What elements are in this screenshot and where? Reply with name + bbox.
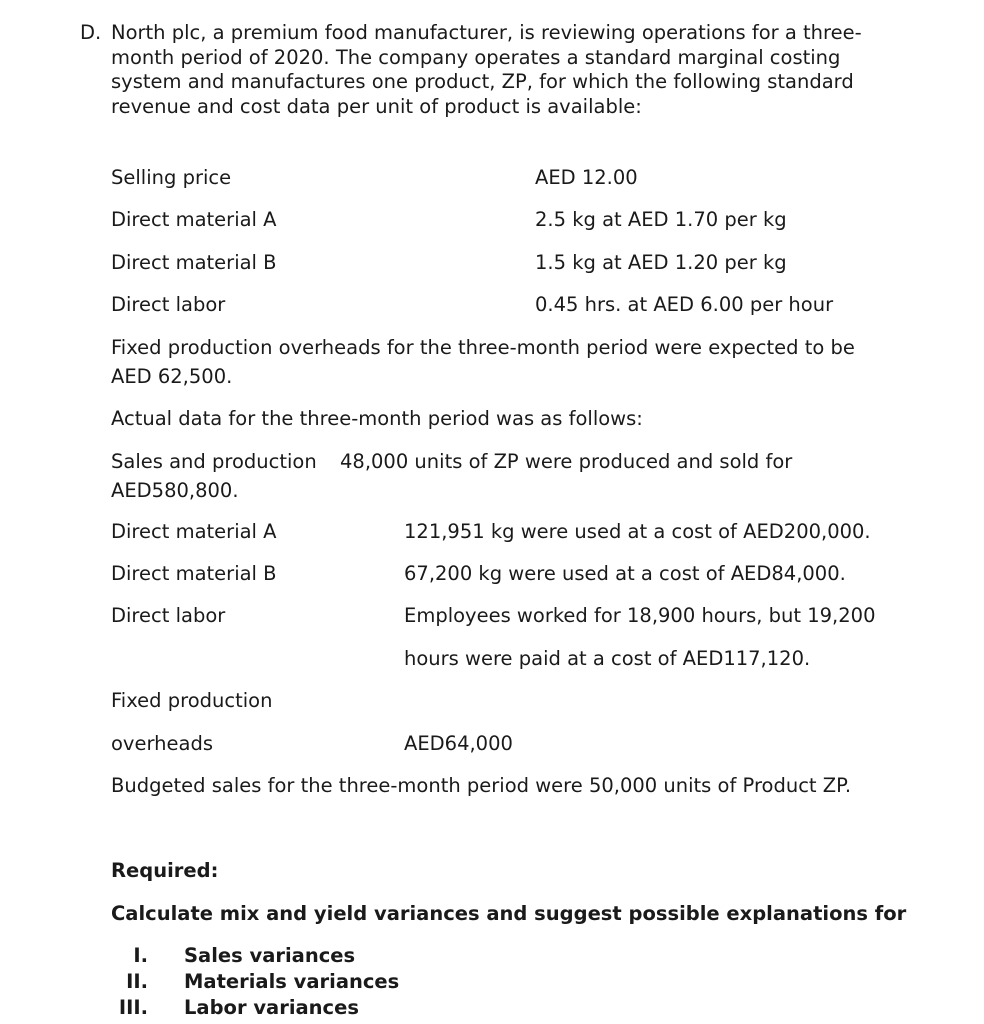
sales-production-amount: AED580,800. xyxy=(111,479,239,502)
standard-value: 0.45 hrs. at AED 6.00 per hour xyxy=(535,293,834,316)
list-item-text: Labor variances xyxy=(184,996,359,1019)
actual-label: Direct labor xyxy=(111,604,226,627)
actual-intro: Actual data for the three-month period was as follows: xyxy=(111,407,643,430)
sales-production-label: Sales and production xyxy=(111,450,317,473)
actual-value: 67,200 kg were used at a cost of AED84,000. xyxy=(404,562,846,585)
question-label: D. xyxy=(80,21,102,44)
sales-production-text: 48,000 units of ZP were produced and sold for xyxy=(340,450,793,473)
standard-value: 2.5 kg at AED 1.70 per kg xyxy=(535,208,787,231)
list-item-text: Materials variances xyxy=(184,970,400,993)
actual-value: Employees worked for 18,900 hours, but 19,200 xyxy=(404,604,876,627)
list-item-number: III. xyxy=(118,996,148,1019)
fixed-overheads-amount: AED 62,500. xyxy=(111,365,233,388)
budgeted-sales: Budgeted sales for the three-month period were 50,000 units of Product ZP. xyxy=(111,774,852,797)
list-item-text: Sales variances xyxy=(184,944,356,967)
actual-label: Direct material A xyxy=(111,520,277,543)
actual-value: 121,951 kg were used at a cost of AED200,000. xyxy=(404,520,871,543)
standard-label: Direct material A xyxy=(111,208,277,231)
standard-label: Selling price xyxy=(111,166,232,189)
question-intro: North plc, a premium food manufacturer, is reviewing operations for a three-month period of 2020. The company operates a standard marginal costing system and manufactures one product, ZP, for which the following standard revenue and cost data per unit of product is available: xyxy=(111,21,862,118)
fixed-overheads-text: Fixed production overheads for the three-month period were expected to be xyxy=(111,336,855,359)
fixed-actual-label: Fixed production xyxy=(111,689,273,712)
required-instruction: Calculate mix and yield variances and suggest possible explanations for xyxy=(111,902,907,925)
fixed-actual-value: AED64,000 xyxy=(404,732,513,755)
actual-label: Direct material B xyxy=(111,562,277,585)
standard-label: Direct material B xyxy=(111,251,277,274)
standard-value: 1.5 kg at AED 1.20 per kg xyxy=(535,251,787,274)
list-item-number: II. xyxy=(126,970,148,993)
list-item-number: I. xyxy=(133,944,148,967)
fixed-actual-label-cont: overheads xyxy=(111,732,213,755)
standard-label: Direct labor xyxy=(111,293,226,316)
labor-continuation: hours were paid at a cost of AED117,120. xyxy=(404,647,811,670)
required-heading: Required: xyxy=(111,859,219,882)
standard-value: AED 12.00 xyxy=(535,166,638,189)
